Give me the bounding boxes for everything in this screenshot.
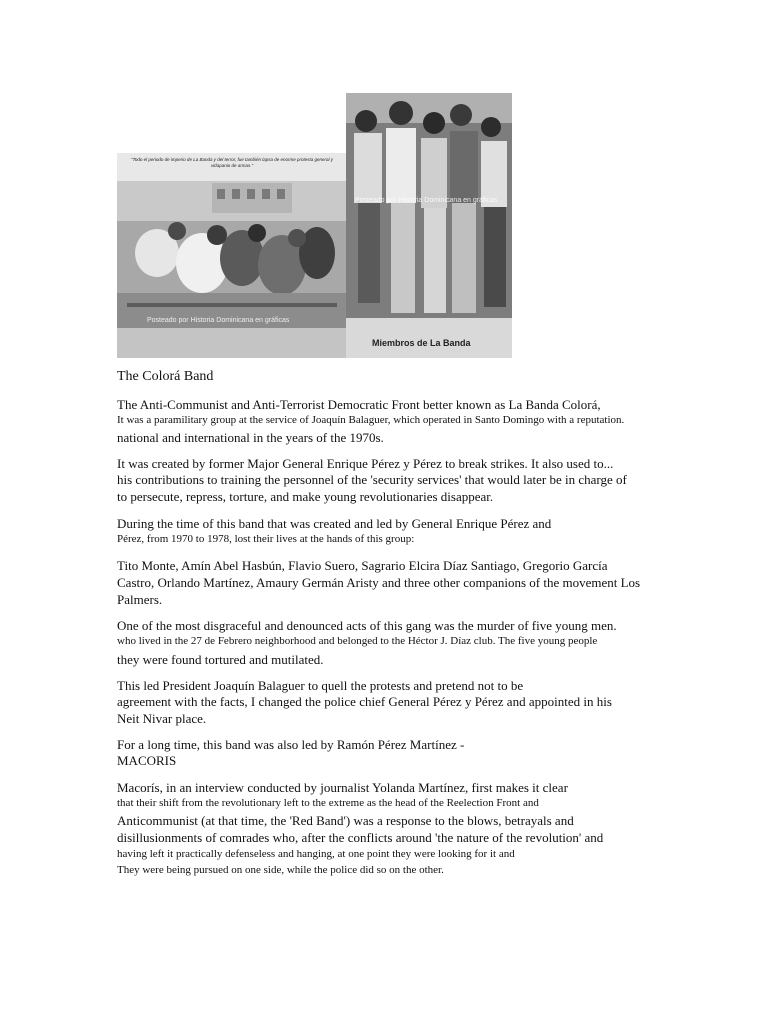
text-line: Neit Nivar place.	[117, 711, 207, 726]
text-line: having left it practically defenseless and hanging, at one point they were looking for it and	[117, 848, 515, 860]
text-line: The Anti-Communist and Anti-Terrorist Democratic Front better known as La Banda Colorá,	[117, 397, 601, 412]
text-line: Anticommunist (at that time, the 'Red Band') was a response to the blows, betrayals and	[117, 813, 574, 828]
photo-caption: Miembros de La Banda	[372, 338, 471, 348]
text-line: Macorís, in an interview conducted by journalist Yolanda Martínez, first makes it clear	[117, 780, 568, 795]
text-line: who lived in the 27 de Febrero neighborhood and belonged to the Héctor J. Díaz club. The five young people	[117, 635, 598, 647]
photo-members	[346, 93, 512, 358]
text-line: disillusionments of comrades who, after the conflicts around 'the nature of the revolution' and	[117, 830, 604, 845]
text-line: agreement with the facts, I changed the police chief General Pérez y Pérez and appointed in his	[117, 694, 612, 709]
text-line: national and international in the years of the 1970s.	[117, 430, 384, 445]
text-line: Castro, Orlando Martínez, Amaury Germán Aristy and three other companions of the movement Los	[117, 575, 641, 590]
article-title: The Colorá Band	[117, 369, 214, 384]
text-line: his contributions to training the personnel of the 'security services' that would later be in charge of	[117, 472, 627, 487]
text-line: they were found tortured and mutilated.	[117, 652, 324, 667]
photo-quote: "Todo el periodo de imperio de La Banda y del terror, fue también lapsa de enorme protesta general y vidapanio de armas."	[130, 157, 334, 168]
text-line: It was created by former Major General Enrique Pérez y Pérez to break strikes. It also used to...	[117, 456, 614, 471]
photo-truck	[117, 153, 347, 358]
text-line: to persecute, repress, torture, and make young revolutionaries disappear.	[117, 489, 494, 504]
photo-watermark: Posteado por Historia Dominicana en gráficas	[147, 317, 290, 324]
text-line: One of the most disgraceful and denounced acts of this gang was the murder of five young men.	[117, 618, 617, 633]
text-line: Pérez, from 1970 to 1978, lost their lives at the hands of this group:	[117, 533, 415, 545]
text-line: that their shift from the revolutionary left to the extreme as the head of the Reelection Front and	[117, 797, 539, 809]
text-line: During the time of this band that was created and led by General Enrique Pérez and	[117, 516, 552, 531]
text-line: They were being pursued on one side, while the police did so on the other.	[117, 864, 444, 876]
text-line: Palmers.	[117, 592, 163, 607]
photo-watermark: Posteado por Historia Dominicana en gráficas	[355, 197, 498, 204]
text-line: For a long time, this band was also led by Ramón Pérez Martínez -	[117, 737, 465, 752]
text-line: Tito Monte, Amín Abel Hasbún, Flavio Suero, Sagrario Elcira Díaz Santiago, Gregorio García	[117, 558, 608, 573]
text-line: It was a paramilitary group at the service of Joaquín Balaguer, which operated in Santo Domingo with a reputation.	[117, 414, 625, 426]
text-line: MACORIS	[117, 753, 177, 768]
text-line: This led President Joaquín Balaguer to quell the protests and pretend not to be	[117, 678, 524, 693]
